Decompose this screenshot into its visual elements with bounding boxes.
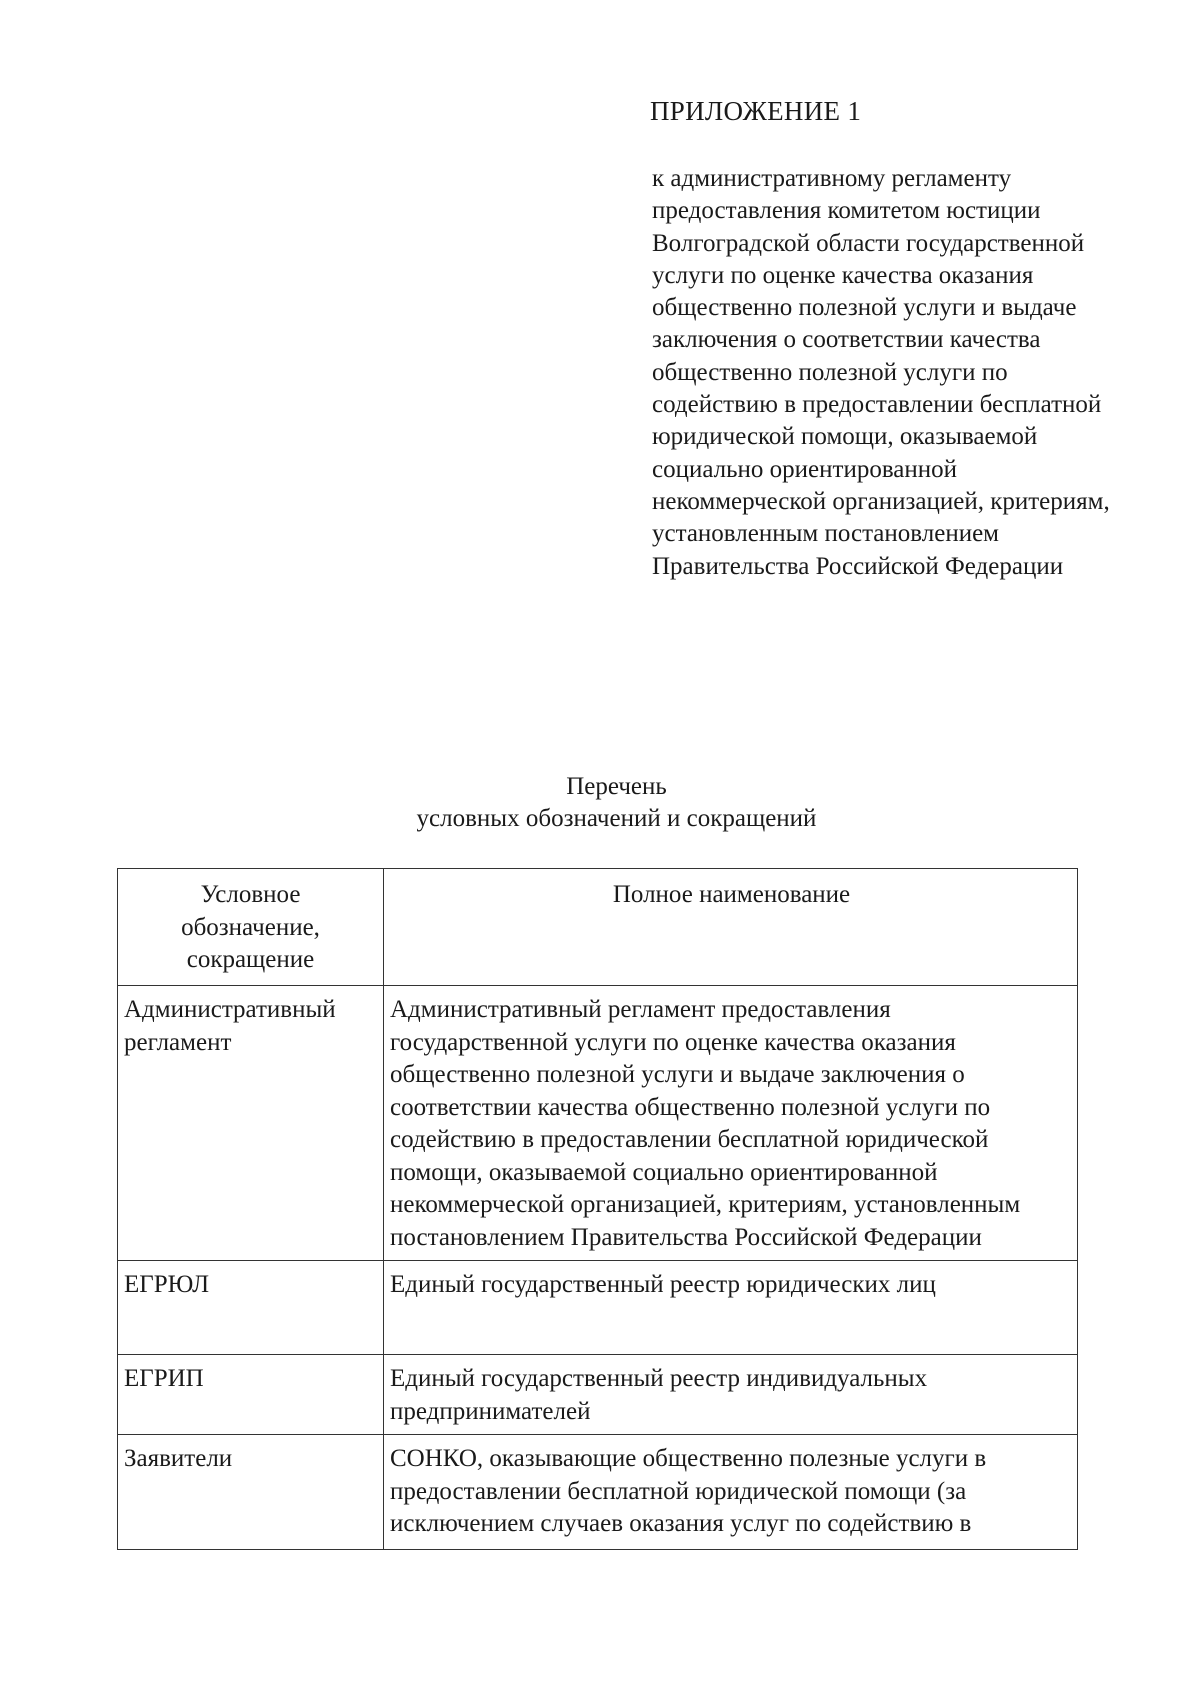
row-term: Заявители	[118, 1435, 384, 1550]
row-term: Административный регламент	[118, 986, 384, 1261]
header-full-name: Полное наименование	[384, 869, 1078, 986]
header-abbreviation: Условное обозначение, сокращение	[118, 869, 384, 986]
table-row	[118, 1435, 1078, 1550]
table-header-row	[118, 869, 1078, 986]
table-row	[118, 986, 1078, 1261]
abbreviations-table	[117, 868, 1078, 1550]
list-title-line1: Перечень	[566, 773, 667, 800]
list-title-line2: условных обозначений и сокращений	[416, 805, 817, 832]
table-row	[118, 1261, 1078, 1355]
appendix-heading: ПРИЛОЖЕНИЕ 1	[650, 96, 862, 126]
row-term: ЕГРЮЛ	[118, 1261, 384, 1355]
row-definition: СОНКО, оказывающие общественно полезные услуги в предоставлении бесплатной юридической помощи (за исключением случаев оказания услуг по содействию в	[384, 1435, 1078, 1550]
table-row	[118, 1355, 1078, 1435]
row-definition: Единый государственный реестр юридических лиц	[384, 1261, 1078, 1355]
row-definition: Административный регламент предоставления государственной услуги по оценке качества оказания общественно полезной услуги и выдаче заключения о соответствии качества общественно полезной услуги по содействию в предоставлении бесплатной юридической помощи, оказываемой социально ориентированной некоммерческой организацией, критериям, установленным постановлением Правительства Российской Федерации	[384, 986, 1078, 1261]
row-term: ЕГРИП	[118, 1355, 384, 1435]
list-title	[0, 771, 1200, 835]
row-definition: Единый государственный реестр индивидуальных предпринимателей	[384, 1355, 1078, 1435]
appendix-subtitle: к административному регламенту предоставления комитетом юстиции Волгоградской области государственной услуги по оценке качества оказания общественно полезной услуги и выдаче заключения о соответствии качества общественно полезной услуги по содействию в предоставлении бесплатной юридической помощи, оказываемой социально ориентированной некоммерческой организацией, критериям, установленным постановлением Правительства Российской Федерации	[652, 165, 1110, 580]
